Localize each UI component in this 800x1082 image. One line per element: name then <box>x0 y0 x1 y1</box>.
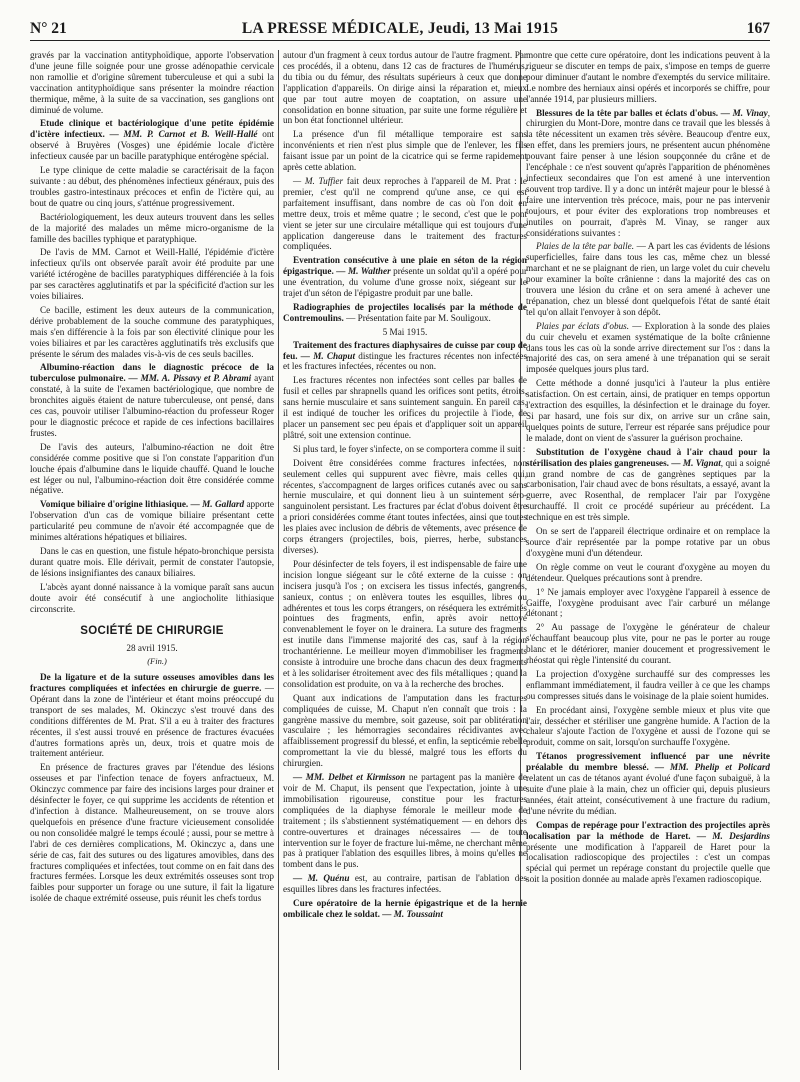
column-left <box>30 50 274 1075</box>
session-date: 28 avril 1915. <box>126 643 178 654</box>
article-title: Albumino-réaction dans le diagnostic précoce de la tuberculose pulmonaire. <box>30 362 274 384</box>
article-text: , qui a soigné un grand nombre de cas de gangrènes septiques par la carbonisation, l'air chaud avec de bons résultats, a essayé, avant la guerre, avec Rosenthal, de remplacer l'air par l'oxygène surchauffé. Il croit ce procédé supérieur au précédent. La technique en est très simple. <box>526 457 770 523</box>
article-title: Etude clinique et bactériologique d'une petite épidémie d'ictère infectieux. <box>30 118 274 140</box>
paragraph: gravés par la vaccination antityphoïdique, apporte l'observation d'une jeune fille soignée pour une grosse adénopathie cervicale non ramollie et d'origine sûrement tuberculeuse et qui a subi la vaccination antityphoïdique sans présenter la moindre réaction thermique, même, à la suite de sa vaccination, ses ganglions ont diminué de volume. <box>30 50 274 115</box>
paragraph: Bactériologiquement, les deux auteurs trouvent dans les selles de la majorité des malades un même micro-organisme de la famille des bacilles typhique et paratyphique. <box>30 211 274 244</box>
page-header <box>30 18 770 41</box>
article-text: ont observé à Bruyères (Vosges) une épidémie locale d'ictère infectieux causée par un bacille paratyphique entérogène spécial. <box>30 129 274 162</box>
article-title: Blessures de la tête par balles et éclats d'obus. <box>536 107 719 118</box>
article <box>526 820 770 885</box>
article <box>526 447 770 523</box>
article <box>30 362 274 438</box>
article-authors: — M. Vinay <box>720 107 768 118</box>
subheading: Plaies par éclats d'obus. <box>536 320 630 331</box>
column-right <box>526 50 770 1075</box>
paragraph: On se sert de l'appareil électrique ordinaire et on remplace la source d'air représentée par la pompe rotative par un obus d'oxygène muni d'un détendeur. <box>526 526 770 558</box>
article <box>526 108 770 239</box>
issue-number: N° 21 <box>30 20 67 37</box>
paragraph: Cette méthode a donné jusqu'ici à l'auteur la plus entière satisfaction. On est certain, ainsi, de pratiquer en temps opportun l'extraction des esquilles, la désinfection et le drainage du foyer. Si par hasard, une fois sur dix, on arrive sur un crâne sain, quelques points de suture, l'erreur est réparée sans préjudice pour le malade, dont on vient de s'assurer la guérison prochaine. <box>526 378 770 443</box>
article-title: Eventration consécutive à une plaie en séton de la région épigastrique. <box>283 255 527 277</box>
paragraph: L'abcès ayant donné naissance à la vomique paraît sans aucun doute avoir été consécutif à une angiocholite lithiasique circonscrite. <box>30 581 274 614</box>
paragraph: Le type clinique de cette maladie se caractérisait de la façon suivante : au début, des phénomènes infectieux généraux, puis des troubles gastro-intestinaux précoces et enfin de l'ictère qui, au bout de quatre ou cinq jours, s'atténue progressivement. <box>30 165 274 208</box>
article-text: présente une modification à l'appareil de Haret pour la localisation radioscopique des projectiles : c'est un compas spécial qui permet un repérage constant du projectile quelle que soit la position donnée au malade après l'examen radioscopique. <box>526 841 770 885</box>
column-middle <box>283 50 527 1075</box>
paragraph <box>283 873 527 895</box>
article-text: apporte l'observation d'un cas de vomique biliaire présentant cette particularité peu commune de n'avoir été accompagnée que de minimes altérations hépatiques et biliaires. <box>30 499 274 543</box>
speaker: — M. Quénu <box>293 873 350 884</box>
paragraph-text: ne partagent pas la manière de voir de M. Chaput, ils pensent que l'expectation, jointe à une immobilisation rigoureuse, constitue pour les fractures compliquées de la diaphyse fémorale le meilleur mode de traitement ; ils s'abstiennent systématiquement — en dehors des contre-ouvertures et drainages nécessaires — de toute intervention sur le foyer de fracture lui-même, ne cherchant même pas à pratiquer l'ablation des esquilles libres, à moins qu'elles ne tombent dans le pus. <box>283 772 527 870</box>
speaker: — M. Tuffier <box>293 175 344 186</box>
article-authors: — M. Desjardins <box>696 830 770 841</box>
paragraph: De l'avis des auteurs, l'albumino-réaction ne doit être considérée comme positive que si l'on constate l'apparition d'un louche épais d'albumine dans le liquide chauffé. Quand le louche est léger ou nul, l'albumino-réaction doit être considérée comme négative. <box>30 441 274 496</box>
paragraph <box>283 772 527 870</box>
paragraph: La projection d'oxygène surchauffé sur des compresses les enflammant immédiatement, il faudra veiller à ce que les champs ou compresses situés dans le voisinage de la plaie soient humides. <box>526 668 770 701</box>
masthead: LA PRESSE MÉDICALE, Jeudi, 13 Mai 1915 <box>241 20 559 37</box>
paragraph-text: fait deux reproches à l'appareil de M. Prat : le premier, c'est qu'il ne comprend qu'une anse, ce qui est parfaitement insuffisant, dans nombre de cas où l'on doit en mettre deux, trois et même quatre ; le second, c'est que le pont vient se jeter sur une circulaire métallique qui est toujours d'une application dangereuse dans le traitement des fractures compliquées. <box>283 175 527 252</box>
paragraph: 2° Au passage de l'oxygène le générateur de chaleur s'échauffant beaucoup plus vite, pour ne pas le porter au rouge blanc et le détériorer, manier doucement et progressivement le rhéostat qui règle l'intensité du courant. <box>526 622 770 666</box>
article <box>283 255 527 299</box>
article <box>283 302 527 324</box>
article-authors: — M. Toussaint <box>382 908 443 919</box>
article <box>283 898 527 920</box>
article-authors: — MM. A. Pissavy et P. Abrami <box>128 373 252 384</box>
paragraph: Doivent être considérées comme fractures infectées, non seulement celles qui suppurent avec fièvre, mais celles qui, récentes, s'accompagnent de larges orifices cutanés avec ou sans hernie musculaire, et qui donnent lieu à un suintement séro-sanguinolent persistant. Les fractures par éclat d'obus doivent être a priori considérées comme étant toutes infectées, ainsi que toutes les plaies avec inclusion de débris de vêtements, avec présence de corps étrangers (projectiles, bois, pierres, herbe, substances diverses). <box>283 457 527 555</box>
paragraph <box>526 241 770 317</box>
article-text: relatent un cas de tétanos ayant évolué d'une façon subaiguë, à la suite d'une plaie à la main, chez un officier qui, depuis plusieurs années, était atteint, consécutivement à une fracture du radium, d'une névrite du médian. <box>526 773 770 816</box>
paragraph: Si plus tard, le foyer s'infecte, on se comportera comme il suit : <box>293 443 526 454</box>
paragraph: 1° Ne jamais employer avec l'oxygène l'appareil à essence de Gaiffe, l'oxygène produisant avec l'air carburé un mélange détonant ; <box>526 586 770 619</box>
article-authors: — M. Gallard <box>190 499 245 510</box>
paragraph-text: — A part les cas évidents de lésions superficielles, faire dans tous les cas, même chez un blessé marchant et ne se plaignant de rien, un large volet du cuir chevelu pour examiner la boîte crânienne : dans la majorité des cas on trouvera une lésion du crâne et on sera amené à achever une trépanation, chez un blessé dont quelquefois l'état de santé était tel qu'on allait l'envoyer à son dépôt. <box>526 241 770 317</box>
page-number: 167 <box>746 20 770 37</box>
article-authors: — M. Walther <box>336 266 391 277</box>
section-heading: SOCIÉTÉ DE CHIRURGIE <box>80 625 224 638</box>
article-authors: — MM. Phelip et Policard <box>654 762 770 773</box>
article <box>30 499 274 543</box>
paragraph: En procédant ainsi, l'oxygène semble mieux et plus vite que l'air, dessécher et stériliser une gangrène humide. A l'action de la chaleur s'ajoute l'action de l'oxygène et aussi de l'ozone qui se produit, comme on sait, lorsqu'on surchauffe l'oxygène. <box>526 704 770 748</box>
article-authors: — M. Vignat <box>671 457 721 468</box>
article <box>526 751 770 816</box>
article-text: présente un soldat qu'il a opéré pour une éventration, du volume d'une grosse noix, siégeant sur le trajet d'un séton de l'épigastre produit par une balle. <box>283 266 527 299</box>
paragraph: La présence d'un fil métallique temporaire est sans inconvénients et rien n'est plus simple que de l'enlever, les fils faisant issue par un point de la cicatrice qui se ferme rapidement après cette ablation. <box>283 129 527 173</box>
article <box>283 340 527 373</box>
subheading: Plaies de la tête par balle. <box>536 241 635 252</box>
article-title: Substitution de l'oxygène chaud à l'air chaud pour la stérilisation des plaies gangreneuses. <box>526 446 770 468</box>
article-authors: — MM. P. Carnot et B. Weill-Hallé <box>109 129 258 140</box>
paragraph: En présence de fractures graves par l'étendue des lésions osseuses et par l'infection tenace de foyers anfractueux, M. Okinczyc commence par faire des incisions larges pour drainer et désinfecter le foyer, ce qui supprime les accidents de rétention et d'infection à distance. Malheureusement, on se trouve alors quelquefois en présence d'une fracture vicieusement consolidée ou non consolidée malgré le temps écoulé ; aussi, pour se mettre à l'abri de ces dernières complications, M. Okinczyc a, dans une série de cas, fait des sutures ou des ligatures amovibles, dans des fractures compliquées et infectées, tout comme on en fait dans des fractures fermées. Lorsque les deux extrémités osseuses sont trop faibles pour supporter un forage ou une suture, il fait la ligature isolée de chaque extrémité osseuse, puis réunit les chefs tordus <box>30 762 274 904</box>
paragraph: Ce bacille, estiment les deux auteurs de la communication, dérive probablement de la souche commune des paratyphiques, mais s'en différencie à la fois par son électivité clinique pour les voies biliaires et par les caractères agglutinatifs très exclusifs que présente le sérum des malades vis-à-vis de ces seuls bacilles. <box>30 304 274 359</box>
article-title: Traitement des fractures diaphysaires de cuisse par coup de feu. <box>283 339 527 361</box>
paragraph: Quant aux indications de l'amputation dans les fractures compliquées de cuisse, M. Chaput n'en connaît que trois : la gangrène massive du membre, soit gazeuse, soit par oblitération vasculaire ; les hémorragies secondaires récidivantes avec affaiblissement progressif du blessé, et enfin, la septicémie rebelle compromettant la vie du blessé, malgré tous les efforts du chirurgien. <box>283 692 527 769</box>
paragraph <box>526 321 770 376</box>
paragraph: montre que cette cure opératoire, dont les indications peuvent à la rigueur se discuter en temps de paix, s'impose en temps de guerre pour diminuer d'autant le nombre d'exemptés du service militaire. Le nombre des herniaux ainsi opérés et incorporés se chiffre, pour l'année 1914, par plusieurs milliers. <box>526 50 770 104</box>
article-text: ayant constaté, à la suite de l'examen bactériologique, que nombre de bronchites aiguës étaient de nature tuberculeuse, ont pensé, dans ces cas, pouvoir utiliser l'albumino-réaction du professeur Roger pour le diagnostic précoce et rapide de ces infections bacillaires frustes. <box>30 373 274 438</box>
column-divider <box>278 50 279 1070</box>
paragraph-text: — Exploration à la sonde des plaies du cuir chevelu et examen systématique de la boîte crânienne dans tous les cas où la sonde arrive directement sur l'os : dans la majorité des cas, on sera amené à une trépanation qui se serait imposée quelques jours plus tard. <box>526 320 770 375</box>
article-text: — Opérant dans la zone de l'intérieur et étant moins préoccupé du transport de ses malades, M. Okinczyc s'est trouvé dans des conditions différentes de M. Prat. S'il a eu à traiter des fractures récentes, il s'est aussi trouvé en présence de fractures évacuées d'autres formations après un, deux, trois et quatre mois de traitement antérieur. <box>30 683 274 759</box>
paragraph-text: est, au contraire, partisan de l'ablation des esquilles libres dans les fractures infectées. <box>283 873 527 895</box>
article <box>30 118 274 162</box>
paragraph: Pour désinfecter de tels foyers, il est indispensable de faire une incision longue siégeant sur le côté externe de la cuisse : on incisera jusqu'à l'os ; on excisera les tissus infectés, gangrenés, sanieux, contus ; on enlèvera toutes les esquilles, libres ou adhérentes et tous les corps étrangers, on réséquera les extrémités pointues des fragments, enfin, après avoir nettoyé convenablement le foyer on le drainera. La suture des fragments est inutile dans l'immense majorité des cas, sauf à la région trochantérienne. Le meilleur moyen d'immobiliser les fragments consiste à introduire une broche dans chacun des deux fragments et à les solidariser étroitement avec des fils métalliques ; quand la consolidation est produite, on va à la recherche des broches. <box>283 558 527 689</box>
paragraph: Les fractures récentes non infectées sont celles par balles de fusil et celles par shrapnells quand les orifices sont petits, étroits, sans hernie musculaire et sans suintement sanguin. En pareil cas, il est indiqué de toucher les orifices du projectile à l'iode, de placer un pansement sec peu épais et d'appliquer soit un appareil plâtré, soit une extension continue. <box>283 375 527 440</box>
article-text: distingue les fractures récentes non infectées et les fractures infectées, récentes ou non. <box>283 350 527 372</box>
session-date: 5 Mai 1915. <box>382 326 428 337</box>
paragraph: De l'avis de MM. Carnot et Weill-Hallé, l'épidémie d'ictère infectieux qu'ils ont observée paraît avoir été produite par une variété ictérogène de bacilles paratyphiques différenciée à la fois par ses caractères agglutinatifs et par la spécificité d'action sur les voies biliaires. <box>30 247 274 302</box>
article-title: De la ligature et de la suture osseuses amovibles dans les fractures compliquées et infectées en chirurgie de guerre. <box>30 672 274 694</box>
continuation-note: (Fin.) <box>147 656 167 667</box>
article-title: Compas de repérage pour l'extraction des projectiles après localisation par la méthode de Haret. <box>526 819 770 841</box>
paragraph: Dans le cas en question, une fistule hépato-bronchique persista durant quatre mois. Elle dérivait, permit de constater l'autopsie, de lésions insignifiantes des canaux biliaires. <box>30 545 274 578</box>
article-authors: — M. Chaput <box>300 350 356 361</box>
article-text: , chirurgien du Mont-Dore, montre dans ce travail que les blessés à la tête nécessitent un examen très sévère. Beaucoup d'entre eux, en effet, dans les premiers jours, ne présentent aucun phénomène pouvant faire penser à une lésion soupçonnée du crâne et de l'encéphale : ce n'est souvent qu'après l'apparition de phénomènes infectieux secondaires que l'on est amené à une intervention souvent trop tardive. Il y a donc un intérêt majeur pour le blessé à faire une intervention très précoce, mais, pour ne pas intervenir toujours, et pour éviter des explorations trop nombreuses et inutiles on pourrait, d'après M. Vinay, se ranger aux considérations suivantes : <box>526 107 770 238</box>
paragraph: On règle comme on veut le courant d'oxygène au moyen du détendeur. Quelques précautions sont à prendre. <box>526 561 770 583</box>
article <box>30 672 274 759</box>
paragraph <box>283 176 527 252</box>
article-title: Radiographies de projectiles localisés par la méthode de Contremoulins. <box>283 301 527 323</box>
speaker: — MM. Delbet et Kirmisson <box>293 772 406 783</box>
article-title: Vomique biliaire d'origine lithiasique. <box>40 499 189 510</box>
article-text: — Présentation faite par M. Souligoux. <box>346 312 491 323</box>
paragraph: autour d'un fragment à ceux tordus autour de l'autre fragment. Par ces procédés, il a obtenu, dans 12 cas de fractures de l'humérus, du tibia ou du fémur, des résultats supérieurs à ceux que donne l'application d'appareils. On dirige ainsi la réparation et, mieux que par tout autre moyen de coaptation, on assure une consolidation en bonne situation, par suite une forme régulière et un bon état fonctionnel ultérieur. <box>283 50 527 126</box>
article-title: Tétanos progressivement influencé par une névrite préalable du membre blessé. <box>526 751 770 773</box>
article-title: Cure opératoire de la hernie épigastrique et de la hernie ombilicale chez le soldat. <box>283 898 527 919</box>
